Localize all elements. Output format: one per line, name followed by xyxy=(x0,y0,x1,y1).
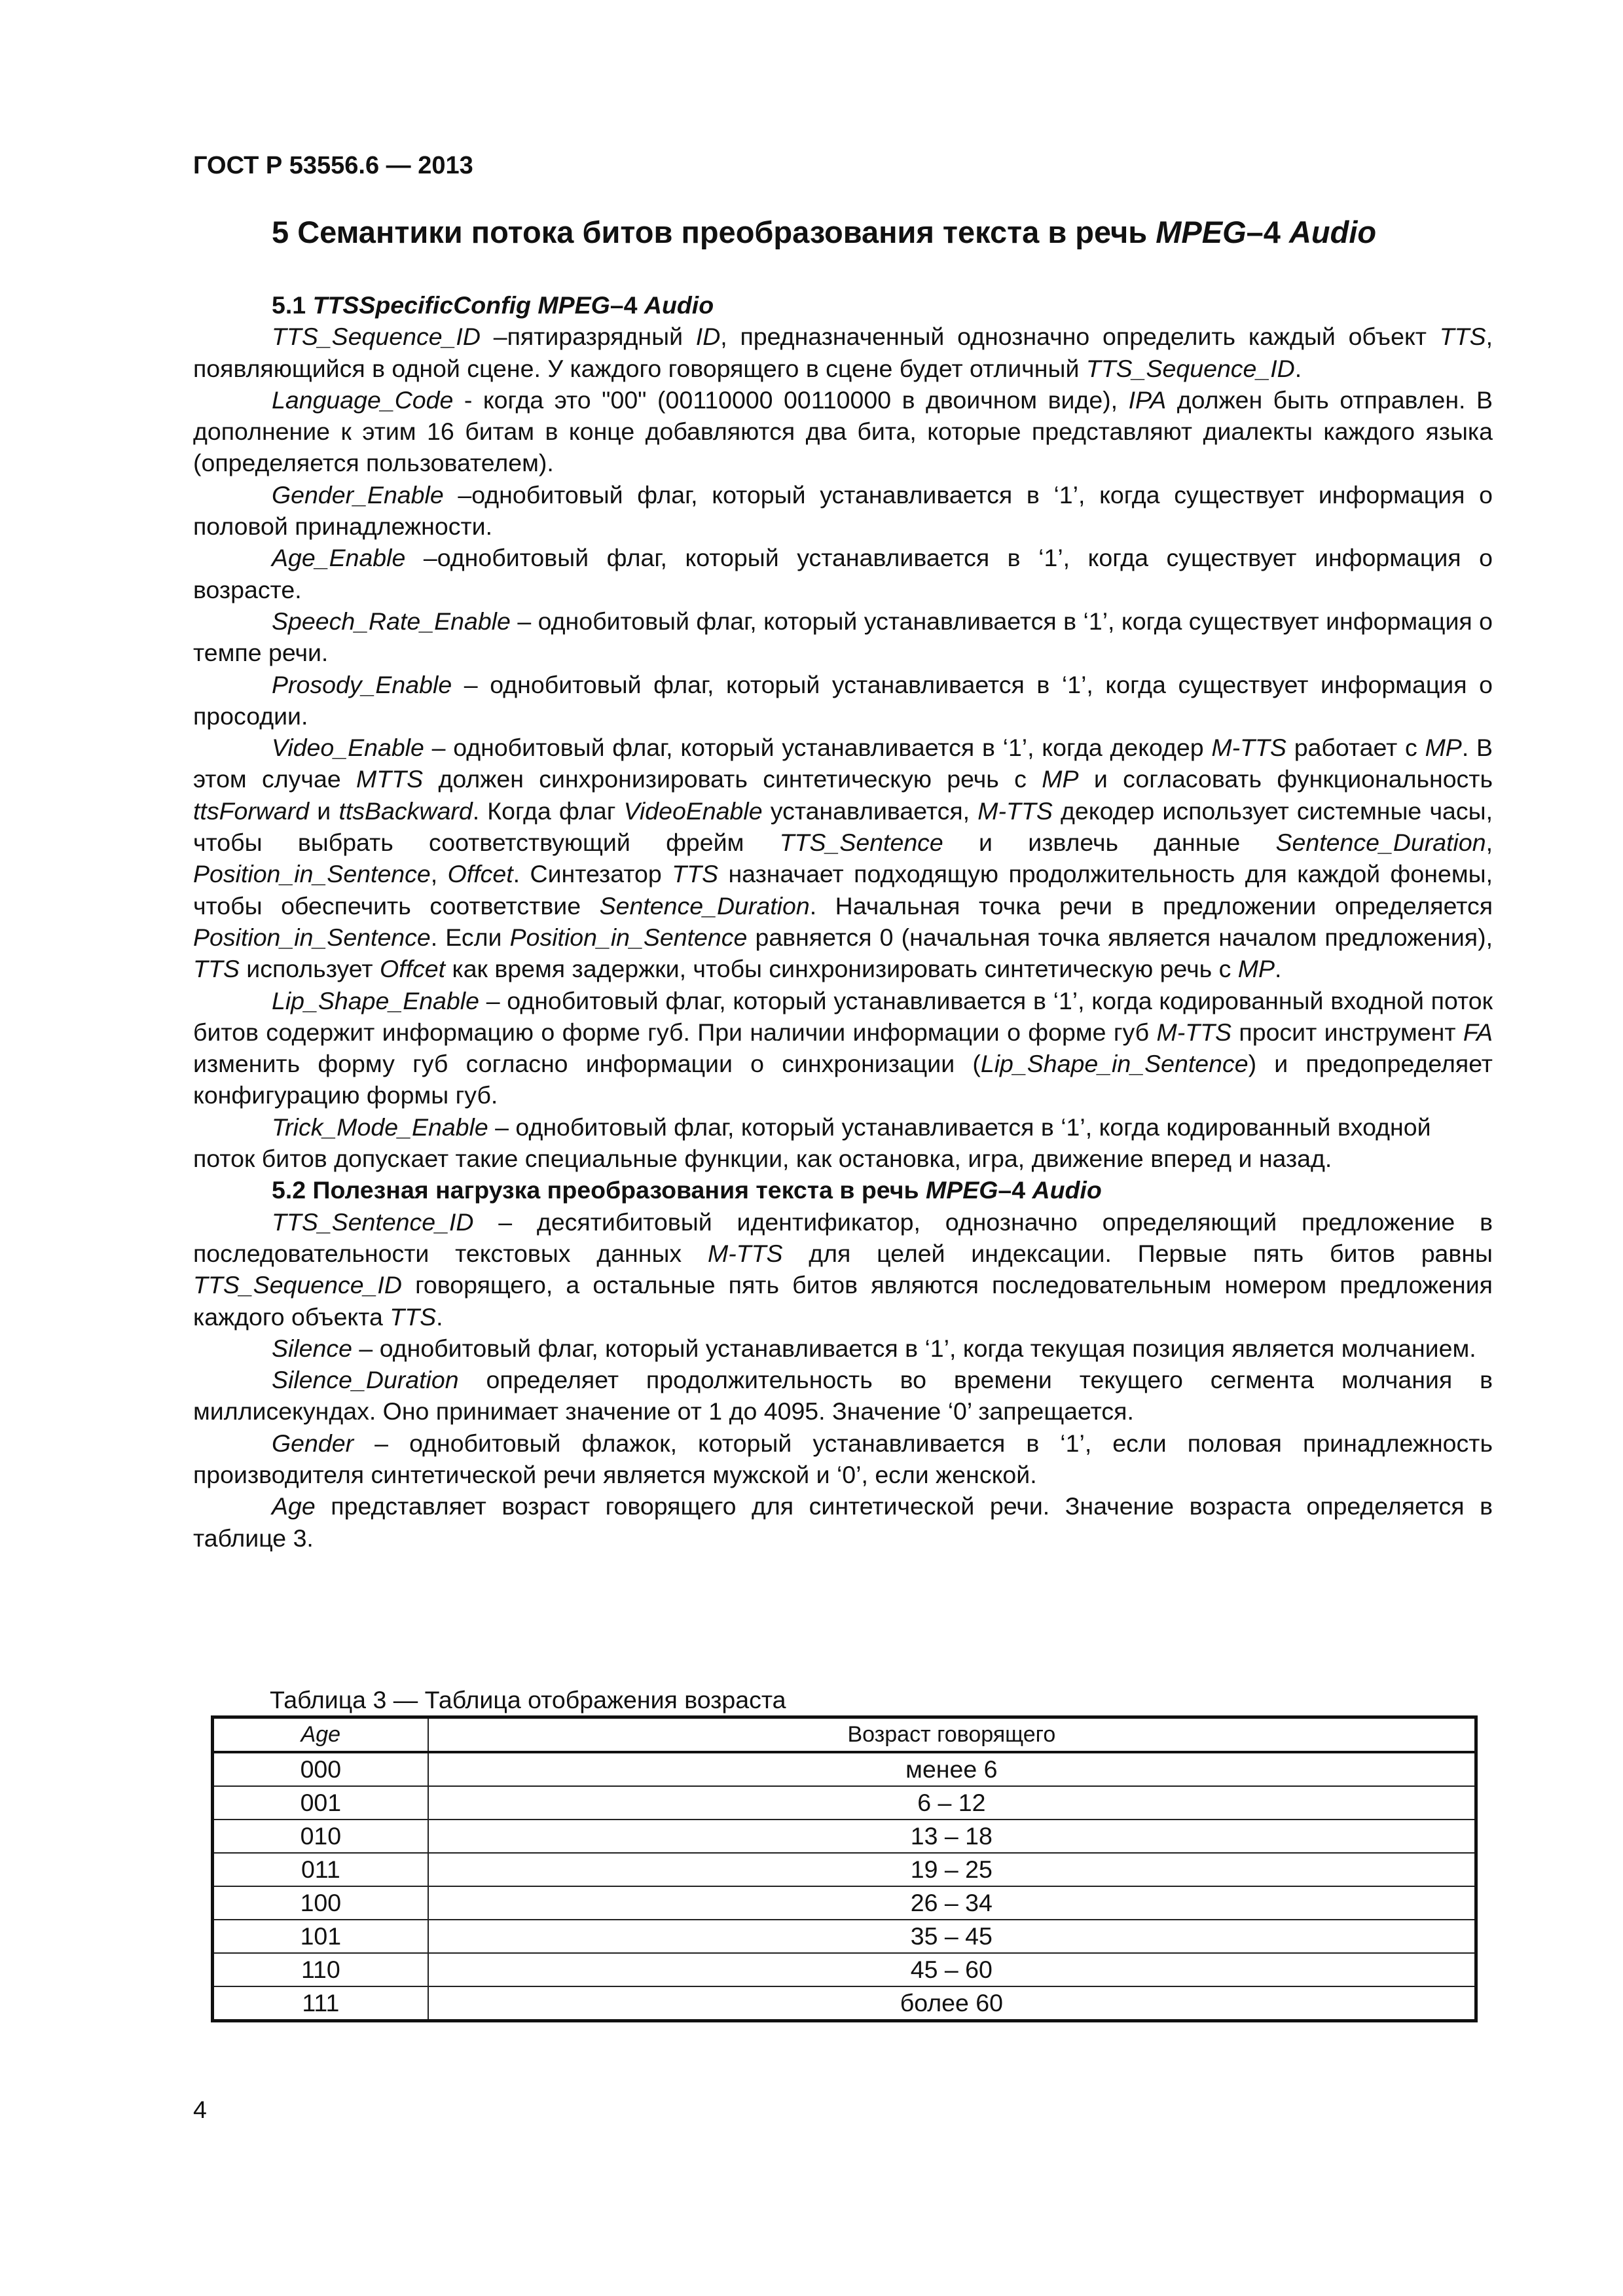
paragraph-tts-sentence-id: TTS_Sentence_ID – десятибитовый идентификатор, однозначно определяющий предложение в последовательности текстовых данных M-TTS для целей индексации. Первые пять битов равны TTS_Sequence_ID говорящего, а остальные пять битов являются последовательным номером предложения каждого объекта TTS. xyxy=(193,1208,1493,1331)
paragraph-prosody-enable: Prosody_Enable – однобитовый флаг, который устанавливается в ‘1’, когда существует информация о просодии. xyxy=(193,670,1493,730)
table-row xyxy=(213,1752,1476,1786)
table-row xyxy=(213,1953,1476,1986)
table-row xyxy=(213,1920,1476,1953)
document-body xyxy=(193,289,1493,1554)
age-range-cell: более 60 xyxy=(428,1986,1476,2021)
age-code-cell: 110 xyxy=(213,1953,428,1986)
paragraph-trick-mode-enable: Trick_Mode_Enable – однобитовый флаг, который устанавливается в ‘1’, когда кодированный входной поток битов допускает такие специальные функции, как остановка, игра, движение вперед и назад. xyxy=(193,1113,1431,1173)
paragraph-tts-sequence-id: TTS_Sequence_ID –пятиразрядный ID, предназначенный однозначно определить каждый объект TTS, появляющийся в одной сцене. У каждого говорящего в сцене будет отличный TTS_Sequence_ID. xyxy=(193,323,1493,382)
table-caption: Таблица 3 — Таблица отображения возраста xyxy=(270,1686,786,1713)
paragraph-gender-enable: Gender_Enable –однобитовый флаг, который устанавливается в ‘1’, когда существует информация о половой принадлежности. xyxy=(193,480,1493,541)
paragraph-age-enable: Age_Enable –однобитовый флаг, который устанавливается в ‘1’, когда существует информация о возрасте. xyxy=(193,544,1493,603)
document-id-header: ГОСТ Р 53556.6 — 2013 xyxy=(193,152,473,179)
section-title: 5 Семантики потока битов преобразования текста в речь MPEG–4 Audio xyxy=(272,215,1377,249)
age-code-cell: 011 xyxy=(213,1853,428,1886)
table-row xyxy=(213,1820,1476,1853)
table-row xyxy=(213,1853,1476,1886)
age-range-cell: 35 – 45 xyxy=(428,1920,1476,1953)
paragraph-silence-duration: Silence_Duration определяет продолжительность во времени текущего сегмента молчания в миллисекундах. Оно принимает значение от 1 до 4095. Значение ‘0’ запрещается. xyxy=(193,1366,1493,1426)
age-range-cell: 13 – 18 xyxy=(428,1820,1476,1853)
page-number: 4 xyxy=(193,2096,207,2123)
column-header-age: Age xyxy=(213,1717,428,1753)
paragraph-age: Age представляет возраст говорящего для синтетической речи. Значение возраста определяется в таблице 3. xyxy=(193,1492,1493,1552)
paragraph-silence: Silence – однобитовый флаг, который устанавливается в ‘1’, когда текущая позиция является молчанием. xyxy=(272,1334,1476,1362)
paragraph-video-enable: Video_Enable – однобитовый флаг, который устанавливается в ‘1’, когда декодер M-TTS работает с MP. В этом случае MTTS должен синхронизировать синтетическую речь с MP и согласовать функциональность ttsForward и ttsBackward. Когда флаг VideoEnable устанавливается, M-TTS декодер использует системные часы, чтобы выбрать соответствующий фрейм TTS_Sentence и извлечь данные Sentence_Duration, Position_in_Sentence, Offcet. Синтезатор TTS назначает подходящую продолжительность для каждой фонемы, чтобы обеспечить соответствие Sentence_Duration. Начальная точка речи в предложении определяется Position_in_Sentence. Если Position_in_Sentence равняется 0 (начальная точка является началом предложения), TTS использует Offcet как время задержки, чтобы синхронизировать синтетическую речь с MP. xyxy=(193,734,1493,983)
table-header-row xyxy=(213,1717,1476,1753)
age-code-cell: 111 xyxy=(213,1986,428,2021)
paragraph-gender: Gender – однобитовый флажок, который устанавливается в ‘1’, если половая принадлежность производителя синтетической речи является мужской и ‘0’, если женской. xyxy=(193,1429,1493,1488)
age-range-cell: 26 – 34 xyxy=(428,1886,1476,1920)
table-row xyxy=(213,1886,1476,1920)
age-code-cell: 010 xyxy=(213,1820,428,1853)
age-code-cell: 100 xyxy=(213,1886,428,1920)
table-row xyxy=(213,1986,1476,2021)
table-row xyxy=(213,1786,1476,1820)
age-range-cell: 6 – 12 xyxy=(428,1786,1476,1820)
paragraph-lip-shape-enable: Lip_Shape_Enable – однобитовый флаг, который устанавливается в ‘1’, когда кодированный входной поток битов содержит информацию о форме губ. При наличии информации о форме губ M-TTS просит инструмент FA изменить форму губ согласно информации о синхронизации (Lip_Shape_in_Sentence) и предопределяет конфигурацию формы губ. xyxy=(193,986,1493,1109)
paragraph-language-code: Language_Code - когда это "00" (00110000 00110000 в двоичном виде), IPA должен быть отправлен. В дополнение к этим 16 битам в конце добавляются два бита, которые представляют диалекты каждого языка (определяется пользователем). xyxy=(193,386,1493,477)
subsection-title-5-2: 5.2 Полезная нагрузка преобразования текста в речь MPEG–4 Audio xyxy=(272,1176,1102,1204)
age-mapping-table xyxy=(211,1715,1478,2022)
paragraph-speech-rate-enable: Speech_Rate_Enable – однобитовый флаг, который устанавливается в ‘1’, когда существует информация о темпе речи. xyxy=(193,607,1493,667)
age-code-cell: 000 xyxy=(213,1752,428,1786)
subsection-title-5-1: 5.1 TTSSpecificConfig MPEG–4 Audio xyxy=(272,291,714,319)
age-range-cell: 45 – 60 xyxy=(428,1953,1476,1986)
age-code-cell: 101 xyxy=(213,1920,428,1953)
column-header-speaker-age: Возраст говорящего xyxy=(428,1717,1476,1753)
age-range-cell: менее 6 xyxy=(428,1752,1476,1786)
age-code-cell: 001 xyxy=(213,1786,428,1820)
age-range-cell: 19 – 25 xyxy=(428,1853,1476,1886)
